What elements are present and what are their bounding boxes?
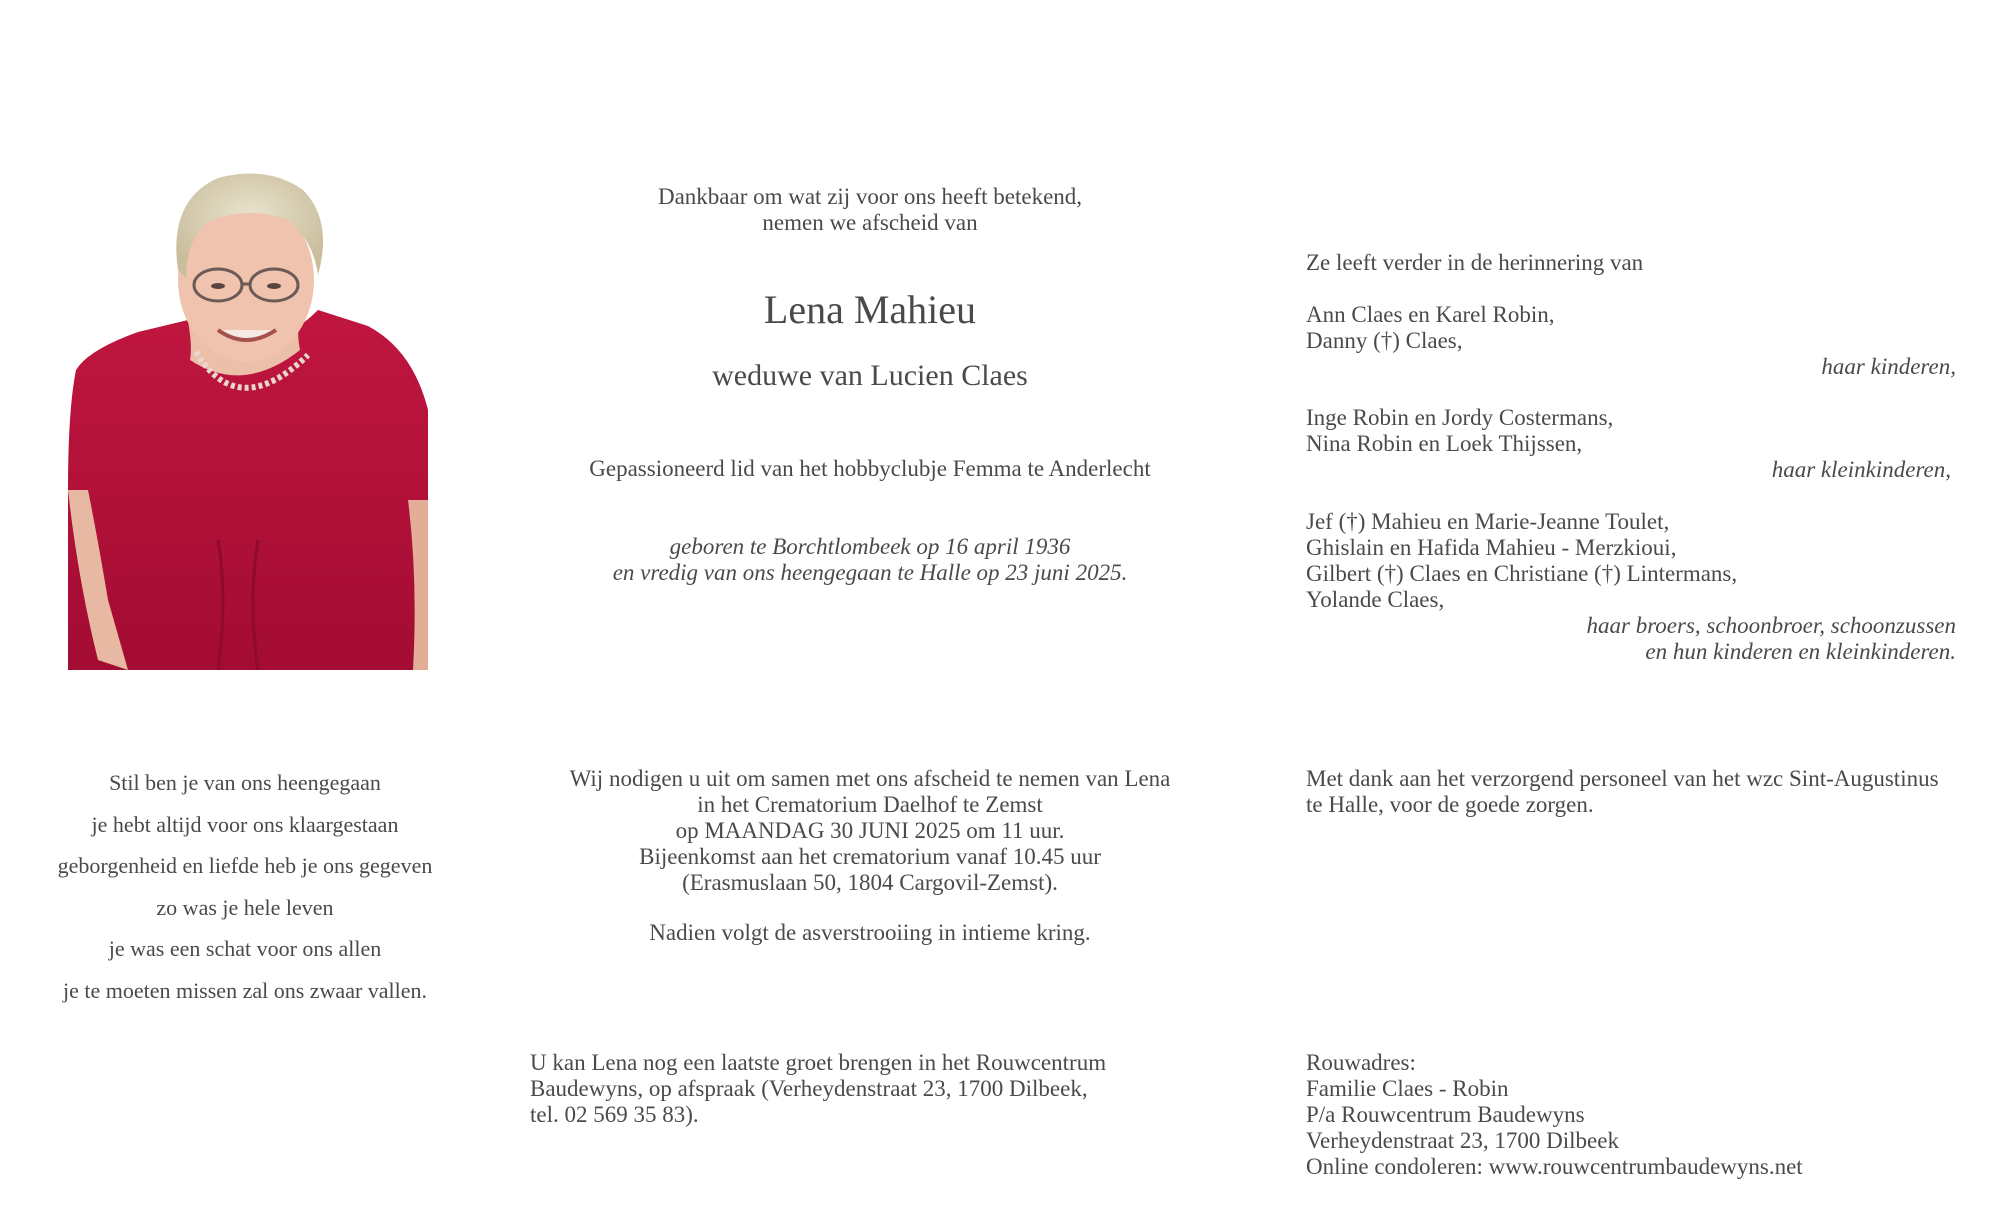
widow-of: weduwe van Lucien Claes — [712, 359, 1028, 392]
visit-line: Baudewyns, op afspraak (Verheydenstraat 23, 1700 Dilbeek, — [530, 1076, 1088, 1101]
condolence-link[interactable]: Online condoleren: www.rouwcentrumbaudewyns.net — [1306, 1154, 1803, 1179]
family-line: Gilbert (†) Claes en Christiane (†) Lintermans, — [1306, 561, 1738, 586]
visit-line: U kan Lena nog een laatste groet brengen in het Rouwcentrum — [530, 1050, 1107, 1075]
hobby-text: Gepassioneerd lid van het hobbyclubje Femma te Anderlecht — [589, 456, 1151, 481]
invitation-line: Wij nodigen u uit om samen met ons afscheid te nemen van Lena — [569, 766, 1171, 791]
grandchildren-block — [1306, 405, 1951, 483]
poem — [20, 762, 470, 1011]
portrait-photo — [68, 160, 428, 670]
poem-line: je hebt altijd voor ons klaargestaan — [91, 811, 399, 837]
children-block — [1306, 302, 1956, 380]
siblings-label: haar broers, schoonbroer, schoonzussen — [1586, 613, 1956, 638]
death-line: en vredig van ons heengegaan te Halle op 23 juni 2025. — [612, 560, 1128, 585]
memory-intro: Ze leeft verder in de herinnering van — [1306, 250, 1644, 275]
deceased-name: Lena Mahieu — [763, 287, 977, 332]
address-line: P/a Rouwcentrum Baudewyns — [1306, 1102, 1585, 1127]
afterwards-text: Nadien volgt de asverstrooiing in intieme kring. — [649, 920, 1091, 945]
grandchildren-label: haar kleinkinderen, — [1771, 457, 1951, 482]
family-line: Jef (†) Mahieu en Marie-Jeanne Toulet, — [1306, 509, 1670, 534]
visit-block — [530, 1050, 1106, 1128]
address-line: Familie Claes - Robin — [1306, 1076, 1509, 1101]
poem-line: zo was je hele leven — [156, 894, 334, 920]
siblings-block — [1306, 509, 1956, 665]
invitation-line: Bijeenkomst aan het crematorium vanaf 10.45 uur — [639, 844, 1101, 869]
poem-line: Stil ben je van ons heengegaan — [109, 770, 381, 795]
children-label: haar kinderen, — [1821, 354, 1956, 379]
invitation-line: in het Crematorium Daelhof te Zemst — [697, 792, 1043, 817]
poem-line: je was een schat voor ons allen — [108, 936, 382, 961]
address-line: Verheydenstraat 23, 1700 Dilbeek — [1306, 1128, 1619, 1153]
intro-line: nemen we afscheid van — [762, 210, 978, 235]
intro-text — [560, 184, 1180, 236]
family-line: Nina Robin en Loek Thijssen, — [1306, 431, 1583, 456]
family-line: Ghislain en Hafida Mahieu - Merzkioui, — [1306, 535, 1677, 560]
thanks-line: te Halle, voor de goede zorgen. — [1306, 792, 1594, 817]
family-line: Ann Claes en Karel Robin, — [1306, 302, 1555, 327]
siblings-label: en hun kinderen en kleinkinderen. — [1645, 639, 1956, 664]
visit-line: tel. 02 569 35 83). — [530, 1102, 699, 1127]
thanks-line: Met dank aan het verzorgend personeel van het wzc Sint-Augustinus — [1306, 766, 1939, 791]
birth-line: geboren te Borchtlombeek op 16 april 1936 — [669, 534, 1071, 559]
thanks-block — [1306, 766, 1939, 818]
family-line: Yolande Claes, — [1306, 587, 1445, 612]
address-block — [1306, 1050, 1803, 1180]
family-line: Inge Robin en Jordy Costermans, — [1306, 405, 1614, 430]
invitation-block — [540, 766, 1200, 896]
intro-line: Dankbaar om wat zij voor ons heeft betekend, — [657, 184, 1083, 209]
invitation-line: op MAANDAG 30 JUNI 2025 om 11 uur. — [675, 818, 1065, 843]
poem-line: je te moeten missen zal ons zwaar vallen. — [62, 977, 428, 1003]
invitation-line: (Erasmuslaan 50, 1804 Cargovil-Zemst). — [682, 870, 1058, 895]
address-line: Rouwadres: — [1306, 1050, 1416, 1075]
life-dates — [540, 534, 1200, 586]
poem-line: geborgenheid en liefde heb je ons gegeven — [57, 853, 433, 878]
family-line: Danny (†) Claes, — [1306, 328, 1463, 353]
